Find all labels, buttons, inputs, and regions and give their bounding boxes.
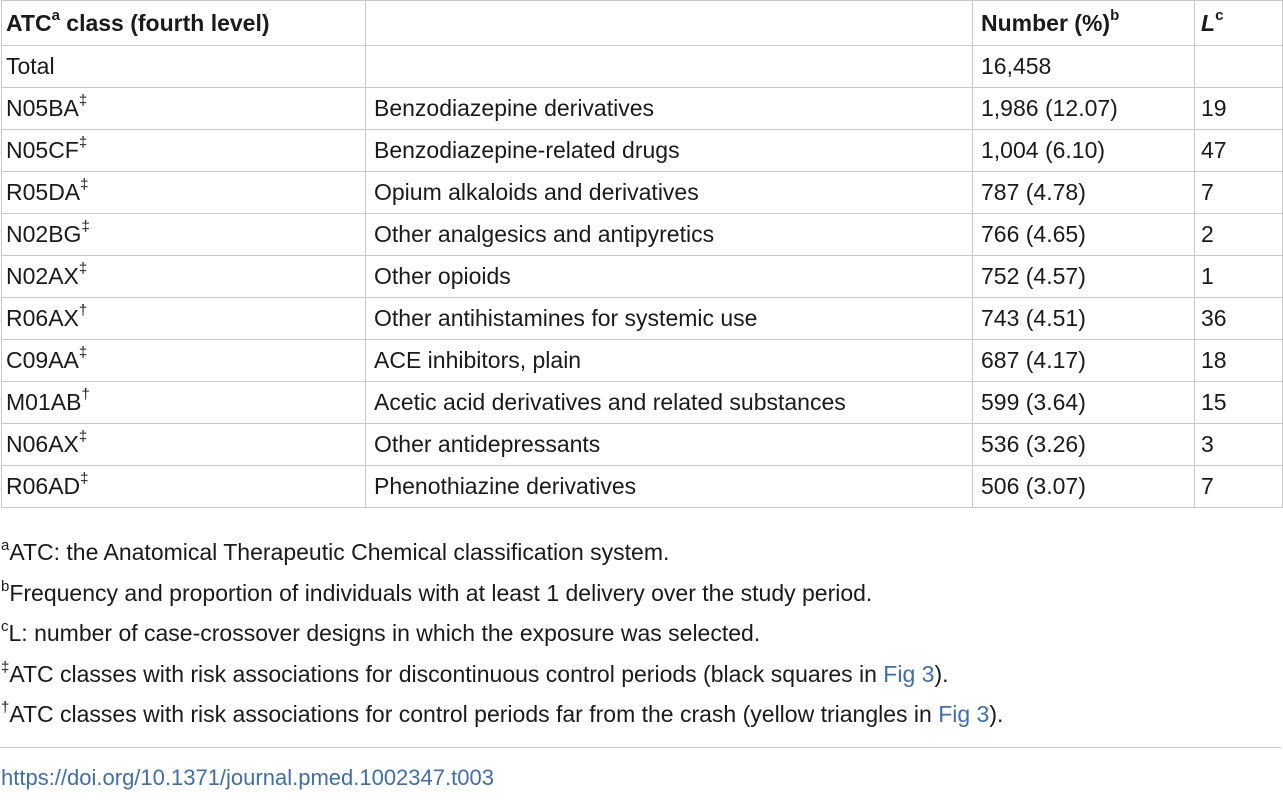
header-description bbox=[366, 1, 973, 46]
table-row bbox=[2, 46, 1283, 88]
table-row bbox=[2, 298, 1283, 340]
cell-description: Benzodiazepine-related drugs bbox=[366, 130, 973, 172]
doi-link[interactable]: https://doi.org/10.1371/journal.pmed.1002347.t003 bbox=[1, 765, 494, 790]
footnote-text: ATC: the Anatomical Therapeutic Chemical classification system. bbox=[9, 539, 670, 565]
footnote bbox=[1, 573, 1282, 614]
footnote bbox=[1, 654, 1282, 695]
association-mark: ‡ bbox=[80, 470, 89, 488]
cell-number: 599 (3.64) bbox=[973, 382, 1195, 424]
association-mark: ‡ bbox=[78, 134, 88, 152]
footnote-text: Frequency and proportion of individuals with at least 1 delivery over the study period. bbox=[9, 579, 873, 606]
fig-3-link[interactable]: Fig 3 bbox=[938, 701, 990, 727]
cell-l: 18 bbox=[1195, 340, 1283, 382]
cell-atc-code: R05DA‡ bbox=[2, 172, 366, 214]
cell-description: Other opioids bbox=[366, 256, 973, 298]
cell-atc-code: Total bbox=[2, 46, 366, 88]
table-header-row bbox=[2, 1, 1283, 46]
footnote-mark: c bbox=[1, 618, 9, 636]
cell-number: 1,986 (12.07) bbox=[973, 88, 1195, 130]
cell-description bbox=[366, 46, 973, 88]
cell-atc-code: R06AX† bbox=[2, 298, 366, 340]
cell-description: ACE inhibitors, plain bbox=[366, 340, 973, 382]
cell-number: 1,004 (6.10) bbox=[973, 130, 1195, 172]
cell-number: 766 (4.65) bbox=[973, 214, 1195, 256]
cell-number: 687 (4.17) bbox=[973, 340, 1195, 382]
header-number: Number (%)$^b$ bbox=[973, 1, 1195, 46]
cell-description: Other antidepressants bbox=[366, 424, 973, 466]
cell-l: 7 bbox=[1195, 466, 1283, 508]
header-atc-class: ATC$^a$ class (fourth level) bbox=[2, 1, 366, 46]
cell-l bbox=[1195, 46, 1283, 88]
footnote-text-end: ). bbox=[989, 701, 1004, 727]
cell-description: Other analgesics and antipyretics bbox=[366, 214, 973, 256]
cell-l: 15 bbox=[1195, 382, 1283, 424]
cell-atc-code: R06AD‡ bbox=[2, 466, 366, 508]
table-row bbox=[2, 424, 1283, 466]
cell-l: 3 bbox=[1195, 424, 1283, 466]
association-mark: ‡ bbox=[78, 344, 88, 362]
cell-l: 7 bbox=[1195, 172, 1283, 214]
cell-atc-code: N05BA‡ bbox=[2, 88, 366, 130]
cell-description: Opium alkaloids and derivatives bbox=[366, 172, 973, 214]
footnote-mark: b bbox=[1, 577, 10, 595]
cell-description: Benzodiazepine derivatives bbox=[366, 88, 973, 130]
table-row bbox=[2, 130, 1283, 172]
association-mark: ‡ bbox=[81, 218, 90, 236]
cell-l: 19 bbox=[1195, 88, 1283, 130]
cell-number: 752 (4.57) bbox=[973, 256, 1195, 298]
cell-l: 2 bbox=[1195, 214, 1283, 256]
table-row bbox=[2, 466, 1283, 508]
association-mark: ‡ bbox=[78, 260, 88, 278]
cell-description: Phenothiazine derivatives bbox=[366, 466, 973, 508]
table-row bbox=[2, 340, 1283, 382]
footnote-mark: ‡ bbox=[1, 658, 10, 676]
footnote-text: ATC classes with risk associations for discontinuous control periods (black squares in bbox=[9, 660, 884, 687]
cell-description: Other antihistamines for systemic use bbox=[366, 298, 973, 340]
cell-l: 1 bbox=[1195, 256, 1283, 298]
footnotes bbox=[1, 532, 1282, 735]
association-mark: † bbox=[81, 386, 90, 404]
cell-number: 787 (4.78) bbox=[973, 172, 1195, 214]
table-row bbox=[2, 172, 1283, 214]
table-row bbox=[2, 88, 1283, 130]
cell-number: 743 (4.51) bbox=[973, 298, 1195, 340]
footnote bbox=[1, 613, 1282, 654]
association-mark: ‡ bbox=[78, 428, 88, 446]
cell-atc-code: N05CF‡ bbox=[2, 130, 366, 172]
atc-table bbox=[1, 0, 1283, 508]
association-mark: ‡ bbox=[80, 176, 89, 194]
cell-atc-code: N02AX‡ bbox=[2, 256, 366, 298]
cell-l: 36 bbox=[1195, 298, 1283, 340]
cell-number: 16,458 bbox=[973, 46, 1195, 88]
fig-3-link[interactable]: Fig 3 bbox=[883, 660, 935, 687]
cell-number: 506 (3.07) bbox=[973, 466, 1195, 508]
table-row bbox=[2, 256, 1283, 298]
cell-atc-code: N06AX‡ bbox=[2, 424, 366, 466]
footnote-text: L: number of case-crossover designs in which the exposure was selected. bbox=[8, 620, 761, 646]
table-row bbox=[2, 382, 1283, 424]
footnote-text: ATC classes with risk associations for control periods far from the crash (yellow triangles in bbox=[9, 701, 939, 727]
association-mark: † bbox=[78, 302, 88, 320]
header-l: $L^c$ bbox=[1195, 1, 1283, 46]
cell-atc-code: N02BG‡ bbox=[2, 214, 366, 256]
footnote bbox=[1, 532, 1282, 573]
cell-atc-code: M01AB† bbox=[2, 382, 366, 424]
footer-divider bbox=[0, 747, 1281, 748]
cell-l: 47 bbox=[1195, 130, 1283, 172]
footnote-text-end: ). bbox=[934, 660, 949, 687]
cell-atc-code: C09AA‡ bbox=[2, 340, 366, 382]
footnote-mark: a bbox=[1, 537, 10, 555]
association-mark: ‡ bbox=[78, 92, 88, 110]
footnote bbox=[1, 694, 1282, 735]
footnote-mark: † bbox=[1, 699, 10, 717]
cell-description: Acetic acid derivatives and related substances bbox=[366, 382, 973, 424]
cell-number: 536 (3.26) bbox=[973, 424, 1195, 466]
table-row bbox=[2, 214, 1283, 256]
